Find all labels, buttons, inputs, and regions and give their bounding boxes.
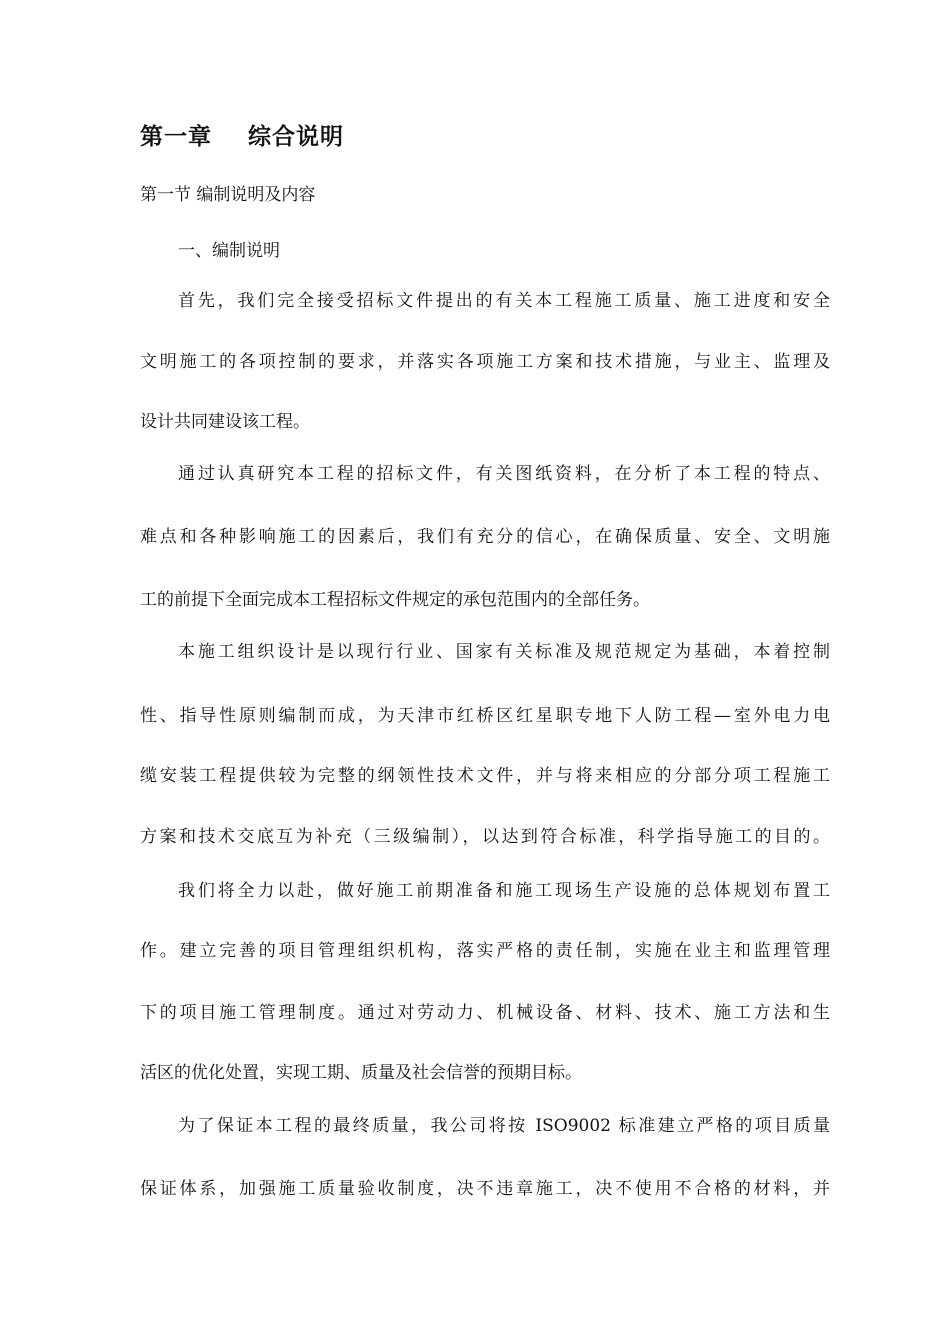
chapter-number: 第一章 [140, 123, 212, 150]
paragraph-line: 方案和技术交底互为补充（三级编制），以达到符合标准，科学指导施工的目的。 [140, 827, 830, 847]
subsection-heading: 一、编制说明 [178, 241, 280, 261]
paragraph-line: 难点和各种影响施工的因素后，我们有充分的信心，在确保质量、安全、文明施 [140, 527, 830, 547]
section-heading: 第一节 编制说明及内容 [140, 185, 316, 205]
paragraph-line: 作。建立完善的项目管理组织机构，落实严格的责任制，实施在业主和监理管理 [140, 941, 830, 961]
paragraph-line: 下的项目施工管理制度。通过对劳动力、机械设备、材料、技术、施工方法和生 [140, 1003, 830, 1023]
paragraph-line: 文明施工的各项控制的要求，并落实各项施工方案和技术措施，与业主、监理及 [140, 352, 830, 372]
paragraph-line: 为了保证本工程的最终质量，我公司将按 ISO9002 标准建立严格的项目质量 [178, 1116, 830, 1136]
paragraph-line: 我们将全力以赴，做好施工前期准备和施工现场生产设施的总体规划布置工 [178, 881, 830, 901]
paragraph-line: 保证体系，加强施工质量验收制度，决不违章施工，决不使用不合格的材料，并 [140, 1179, 830, 1199]
paragraph-line: 工的前提下全面完成本工程招标文件规定的承包范围内的全部任务。 [140, 590, 650, 610]
chapter-name: 综合说明 [248, 123, 344, 150]
paragraph-line: 本施工组织设计是以现行行业、国家有关标准及规范规定为基础，本着控制 [178, 642, 830, 662]
paragraph-line: 性、指导性原则编制而成，为天津市红桥区红星职专地下人防工程—室外电力电 [140, 706, 830, 726]
paragraph-line: 缆安装工程提供较为完整的纲领性技术文件，并与将来相应的分部分项工程施工 [140, 766, 830, 786]
paragraph-line: 通过认真研究本工程的招标文件，有关图纸资料，在分析了本工程的特点、 [178, 464, 830, 484]
paragraph-line: 活区的优化处置，实现工期、质量及社会信誉的预期目标。 [140, 1063, 582, 1083]
paragraph-line: 首先，我们完全接受招标文件提出的有关本工程施工质量、施工进度和安全 [178, 291, 830, 311]
paragraph-line: 设计共同建设该工程。 [140, 412, 310, 432]
chapter-title [140, 118, 344, 151]
